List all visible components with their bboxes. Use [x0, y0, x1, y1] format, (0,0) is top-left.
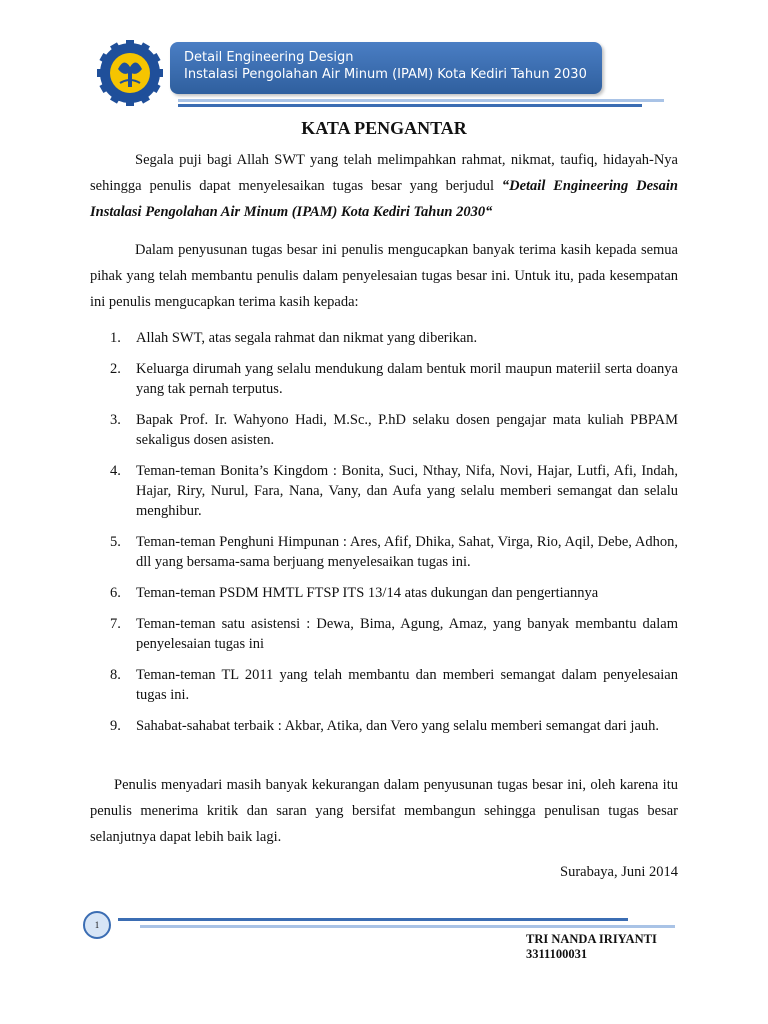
header-banner: [170, 42, 602, 94]
its-emblem-icon: [97, 40, 163, 106]
intro-emphasis: “Detail Engineering Desain Instalasi Pengolahan Air Minum (IPAM) Kota Kediri Tahun 2030“: [90, 178, 678, 220]
list-item: 8. Teman-teman TL 2011 yang telah membantu dan memberi semangat dalam penyelesaian tugas ini.: [110, 667, 678, 703]
list-item: 9. Sahabat-sahabat terbaik : Akbar, Atika, dan Vero yang selalu memberi semangat dari jauh.: [110, 718, 659, 734]
author-block: [526, 932, 657, 962]
header-divider-dark: [178, 104, 642, 107]
list-item: 2. Keluarga dirumah yang selalu mendukung dalam bentuk moril maupun materiil serta doanya yang tak pernah terputus.: [110, 361, 678, 397]
footer-divider-light: [140, 925, 675, 928]
list-item: 5. Teman-teman Penghuni Himpunan : Ares, Afif, Dhika, Sahat, Virga, Rio, Aqil, Debe, Adhon, dll yang bersama-sama berjuang menyelesaikan tugas ini.: [110, 534, 678, 570]
thanks-list: [90, 328, 678, 747]
thanks-intro-text: Dalam penyusunan tugas besar ini penulis mengucapkan banyak terima kasih kepada semua pihak yang telah membantu penulis dalam penyelesaian tugas besar ini. Untuk itu, pada kesempatan ini penulis mengucapkan terima kasih kepada:: [90, 242, 678, 310]
header-subtitle: Instalasi Pengolahan Air Minum (IPAM) Kota Kediri Tahun 2030: [184, 67, 587, 82]
closing-text: Penulis menyadari masih banyak kekurangan dalam penyusunan tugas besar ini, oleh karena itu penulis menerima kritik dan saran yang bersifat membangun sehingga penulisan tugas besar selanjutnya dapat lebih baik lagi.: [90, 777, 678, 845]
header-title: Detail Engineering Design: [184, 50, 354, 65]
closing-paragraph: [90, 772, 678, 850]
list-item: 7. Teman-teman satu asistensi : Dewa, Bima, Agung, Amaz, yang banyak membantu dalam penyelesaian tugas ini: [110, 616, 678, 652]
list-item: 6. Teman-teman PSDM HMTL FTSP ITS 13/14 atas dukungan dan pengertiannya: [110, 585, 599, 601]
list-item: 1. Allah SWT, atas segala rahmat dan nikmat yang diberikan.: [110, 330, 478, 346]
header-divider-light: [178, 99, 664, 102]
thanks-intro-paragraph: [90, 237, 678, 315]
page-number: 1: [83, 911, 111, 939]
intro-paragraph: [90, 147, 678, 225]
list-item: 3. Bapak Prof. Ir. Wahyono Hadi, M.Sc., P.hD selaku dosen pengajar mata kuliah PBPAM sekaligus dosen asisten.: [110, 412, 678, 448]
page-title: KATA PENGANTAR: [301, 118, 467, 138]
list-item: 4. Teman-teman Bonita’s Kingdom : Bonita, Suci, Nthay, Nifa, Novi, Hajar, Lutfi, Afi, Indah, Hajar, Riry, Nurul, Fara, Nana, Vany, dan Aufa yang selalu memberi semangat dan selalu menghibur.: [110, 463, 678, 519]
author-id: 3311100031: [526, 947, 588, 961]
footer-divider-dark: [118, 918, 628, 921]
signoff-place-date: Surabaya, Juni 2014: [560, 864, 678, 880]
intro-text: Segala puji bagi Allah SWT yang telah melimpahkan rahmat, nikmat, taufiq, hidayah-Nya sehingga penulis dapat menyelesaikan tugas besar yang berjudul: [90, 152, 678, 194]
author-name: TRI NANDA IRIYANTI: [526, 932, 657, 946]
